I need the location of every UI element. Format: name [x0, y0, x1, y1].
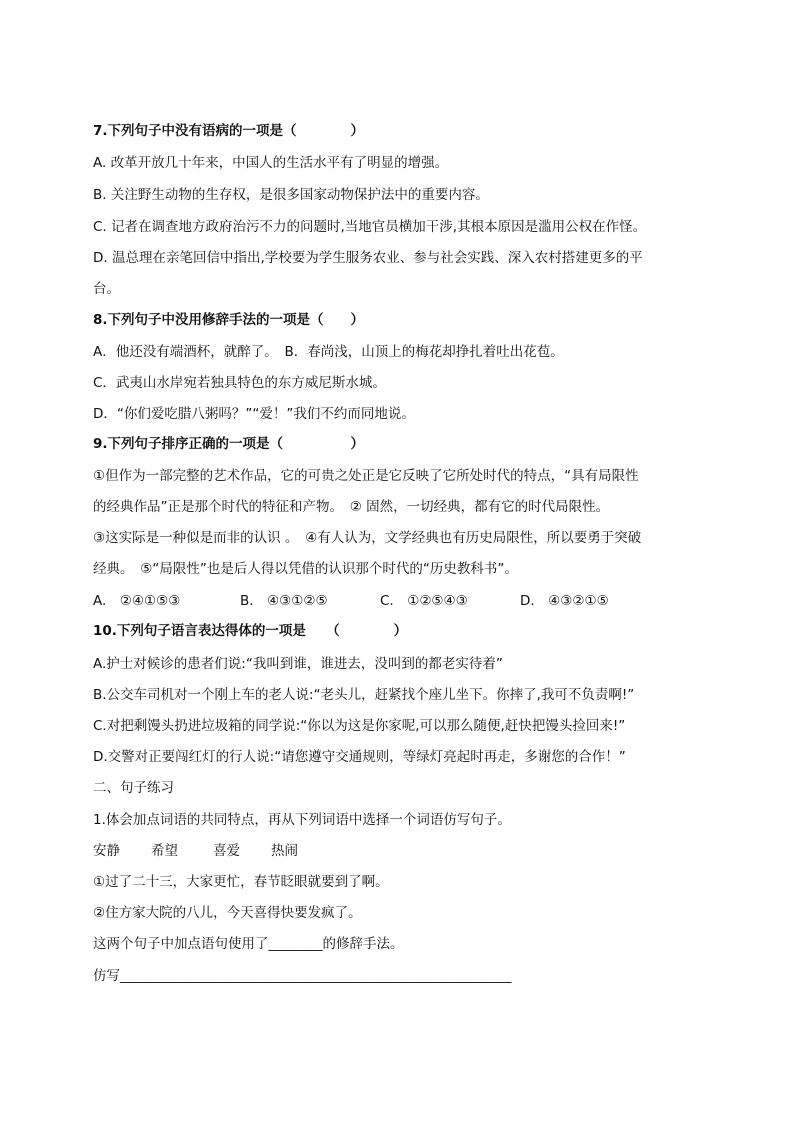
q7-option-b: B. 关注野生动物的生存权，是很多国家动物保护法中的重要内容。 [93, 187, 489, 203]
q8-option-c: C．武夷山水岸宛若独具特色的东方威尼斯水城。 [93, 375, 386, 391]
q7-option-d-line1: D. 温总理在亲笔回信中指出,学校要为学生服务农业、参与社会实践、深入农村搭建更多的平 [93, 250, 643, 266]
q9-stem: 9.下列句子排序正确的一项是（ ） [93, 436, 365, 452]
example-sentence-1: ①过了二十三，大家更忙，春节眨眼就要到了啊。 [93, 874, 389, 890]
q9-option-b: B. ④③①②⑤ [240, 593, 328, 609]
q9-sentence-line4: 经典。 ⑤“局限性”也是后人得以凭借的认识那个时代的“历史教科书”。 [93, 561, 518, 577]
q9-sentence-line2: 的经典作品”正是那个时代的特征和产物。 ② 固然，一切经典，都有它的时代局限性。 [93, 499, 610, 515]
q7-option-c: C. 记者在调查地方政府治污不力的问题时,当地官员横加干涉,其根本原因是滥用公权在作怪。 [93, 219, 647, 235]
word-choice: 喜爱 [213, 843, 240, 859]
q9-options [93, 590, 733, 612]
q9-option-c: C. ①②⑤④③ [380, 593, 468, 609]
q9-sentence-line3: ③这实际是一种似是而非的认识 。 ④有人认为，文学经典也有历史局限性，所以要勇于突破 [93, 530, 642, 546]
q10-stem: 10.下列句子语言表达得体的一项是 （ ） [93, 623, 408, 639]
section2-title: 二、句子练习 [93, 780, 174, 796]
q7-stem: 7.下列句子中没有语病的一项是（ ） [93, 123, 365, 139]
word-choice: 安静 [93, 843, 120, 859]
rhetoric-fill-blank[interactable]: 这两个句子中加点语句使用了________的修辞手法。 [93, 936, 404, 952]
q7-option-a: A. 改革开放几十年来，中国人的生活水平有了明显的增强。 [93, 155, 449, 171]
q9-sentence-line1: ①但作为一部完整的艺术作品，它的可贵之处正是它反映了它所处时代的特点，“具有局限性 [93, 468, 639, 484]
q7-option-d-line2: 台。 [93, 281, 120, 297]
q10-option-a: A.护士对候诊的患者们说:“我叫到谁，谁进去，没叫到的都老实待着” [93, 656, 503, 672]
q10-option-c: C.对把剩馒头扔进垃圾箱的同学说:“你以为这是你家呢,可以那么随便,赶快把馒头捡回来!” [93, 718, 626, 734]
word-choice: 热闹 [271, 843, 298, 859]
q10-option-b: B.公交车司机对一个刚上车的老人说:“老头儿，赶紧找个座儿坐下。你摔了,我可不负责啊!” [93, 687, 635, 703]
q10-option-d: D.交警对正要闯红灯的行人说:“请您遵守交通规则，等绿灯亮起时再走，多谢您的合作！” [93, 749, 626, 765]
imitation-writing-blank[interactable]: 仿写__________________________________________________________ [93, 968, 512, 984]
q9-option-a: A. ②④①⑤③ [93, 593, 181, 609]
q8-stem: 8.下列句子中没用修辞手法的一项是（ ） [93, 312, 365, 328]
q8-option-d: D．“你们爱吃腊八粥吗？”“爱！”我们不约而同地说。 [93, 406, 415, 422]
q9-option-d: D. ④③②①⑤ [520, 593, 609, 609]
word-choices [93, 840, 733, 862]
q8-option-ab: A．他还没有端酒杯，就醉了。 B．春尚浅，山顶上的梅花却挣扎着吐出花苞。 [93, 344, 564, 360]
section2-q1-stem: 1.体会加点词语的共同特点，再从下列词语中选择一个词语仿写句子。 [93, 812, 511, 828]
example-sentence-2: ②住方家大院的八儿，今天喜得快要发疯了。 [93, 905, 362, 921]
word-choice: 希望 [151, 843, 178, 859]
